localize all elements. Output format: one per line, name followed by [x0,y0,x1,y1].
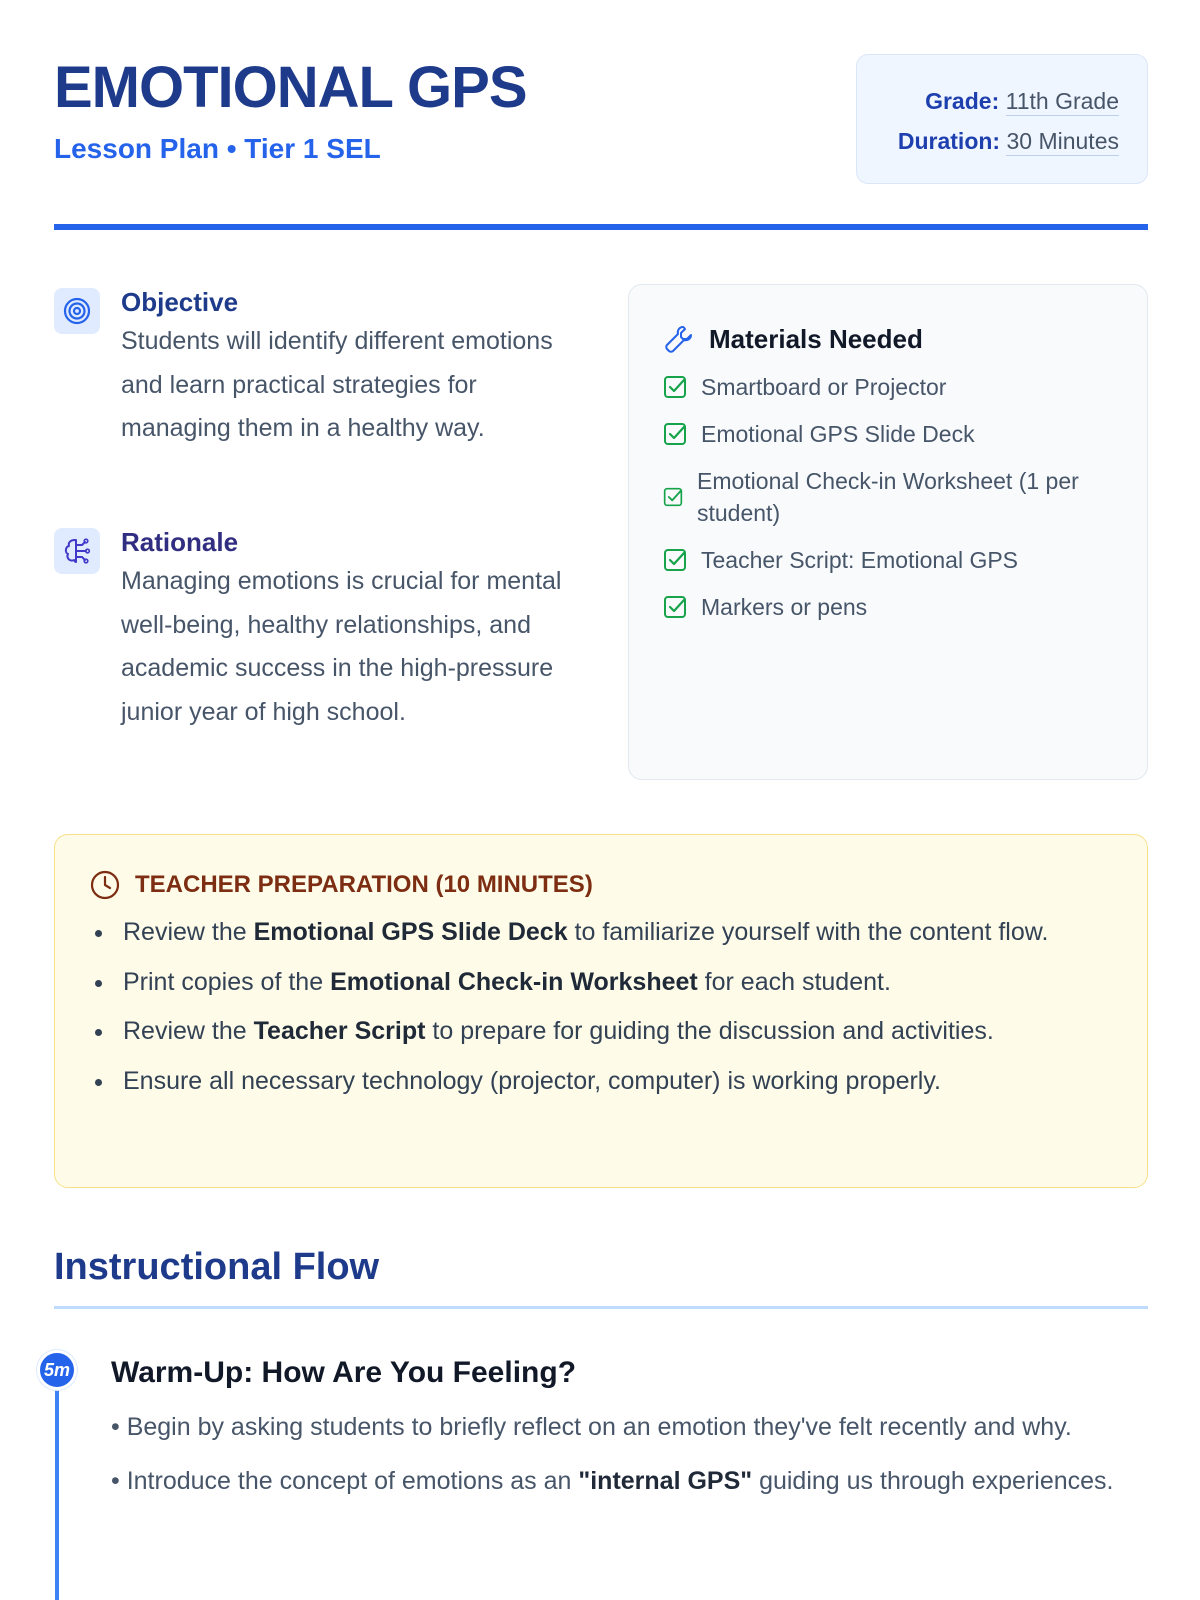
checkbox-checked-icon [663,487,683,507]
step-text-bold: "internal GPS" [578,1466,753,1495]
materials-heading [663,321,1113,357]
page-subtitle: Lesson Plan • Tier 1 SEL [54,133,381,164]
list-item [663,544,1113,576]
header-divider [54,224,1148,230]
step-text: guiding us through experiences. [752,1466,1114,1495]
prep-text: Print copies of the [123,967,331,996]
list-item [89,961,1113,1005]
time-badge: 5m [37,1350,77,1390]
checkbox-checked-icon [663,548,687,572]
list-item [663,591,1113,623]
page-title: EMOTIONAL GPS [54,55,527,120]
list-item [663,371,1113,403]
material-label: Emotional Check-in Worksheet (1 per student) [697,468,1079,526]
checkbox-checked-icon [663,422,687,446]
material-label: Emotional GPS Slide Deck [701,421,975,447]
material-label: Smartboard or Projector [701,374,947,400]
rationale-title: Rationale [121,527,239,557]
flow-divider [54,1306,1148,1309]
teacher-prep-card [54,834,1148,1188]
lesson-meta-box [856,54,1148,184]
prep-text: to familiarize yourself with the content flow. [567,918,1049,946]
prep-text: Review the [123,918,254,946]
step-text: • Introduce the concept of emotions as an [111,1466,579,1495]
list-item [89,911,1113,955]
step-title: Warm-Up: How Are You Feeling? [111,1356,577,1389]
list-item [663,465,1113,529]
duration-label: Duration: [897,128,1001,154]
checkbox-checked-icon [663,595,687,619]
header [54,52,1148,192]
material-label: Markers or pens [701,594,868,620]
material-label: Teacher Script: Emotional GPS [701,547,1019,573]
prep-text-bold: Teacher Script [253,1017,426,1045]
checkbox-checked-icon [663,375,687,399]
list-item [663,418,1113,450]
timeline-line [55,1370,59,1600]
prep-text: to prepare for guiding the discussion and activities. [425,1017,994,1045]
prep-text-bold: Emotional Check-in Worksheet [330,967,698,996]
list-item [89,1060,1113,1104]
objective-title: Objective [121,287,239,317]
rationale-text: Managing emotions is crucial for mental well-being, healthy relationships, and academic success in the high-pressure junior year of high school. [121,567,562,726]
materials-title: Materials Needed [709,323,923,354]
prep-text: Ensure all necessary technology (projector, computer) is working properly. [123,1066,941,1095]
duration-value: 30 Minutes [1006,128,1119,154]
prep-heading [89,869,1113,901]
prep-text: Review the [123,1017,254,1045]
grade-row [857,81,1119,121]
brain-icon [54,528,100,574]
instructional-flow-title: Instructional Flow [54,1246,380,1288]
duration-row [857,121,1119,161]
grade-label: Grade: [925,88,1000,114]
materials-list [663,371,1113,623]
grade-value: 11th Grade [1005,88,1119,114]
target-icon [54,288,100,334]
materials-card [628,284,1148,780]
clock-icon [89,869,121,901]
prep-text-bold: Emotional GPS Slide Deck [253,918,568,946]
prep-text: for each student. [697,967,891,996]
list-item [89,1010,1113,1054]
step-paragraph [111,1460,1148,1504]
wrench-icon [663,323,695,355]
step-paragraph: • Begin by asking students to briefly reflect on an emotion they've felt recently and why. [111,1413,1072,1441]
prep-list [89,911,1113,1103]
objective-text: Students will identify different emotions and learn practical strategies for managing them in a healthy way. [121,327,553,442]
flow-step-warm-up [111,1354,1148,1503]
prep-title: TEACHER PREPARATION (10 MINUTES) [135,871,593,898]
